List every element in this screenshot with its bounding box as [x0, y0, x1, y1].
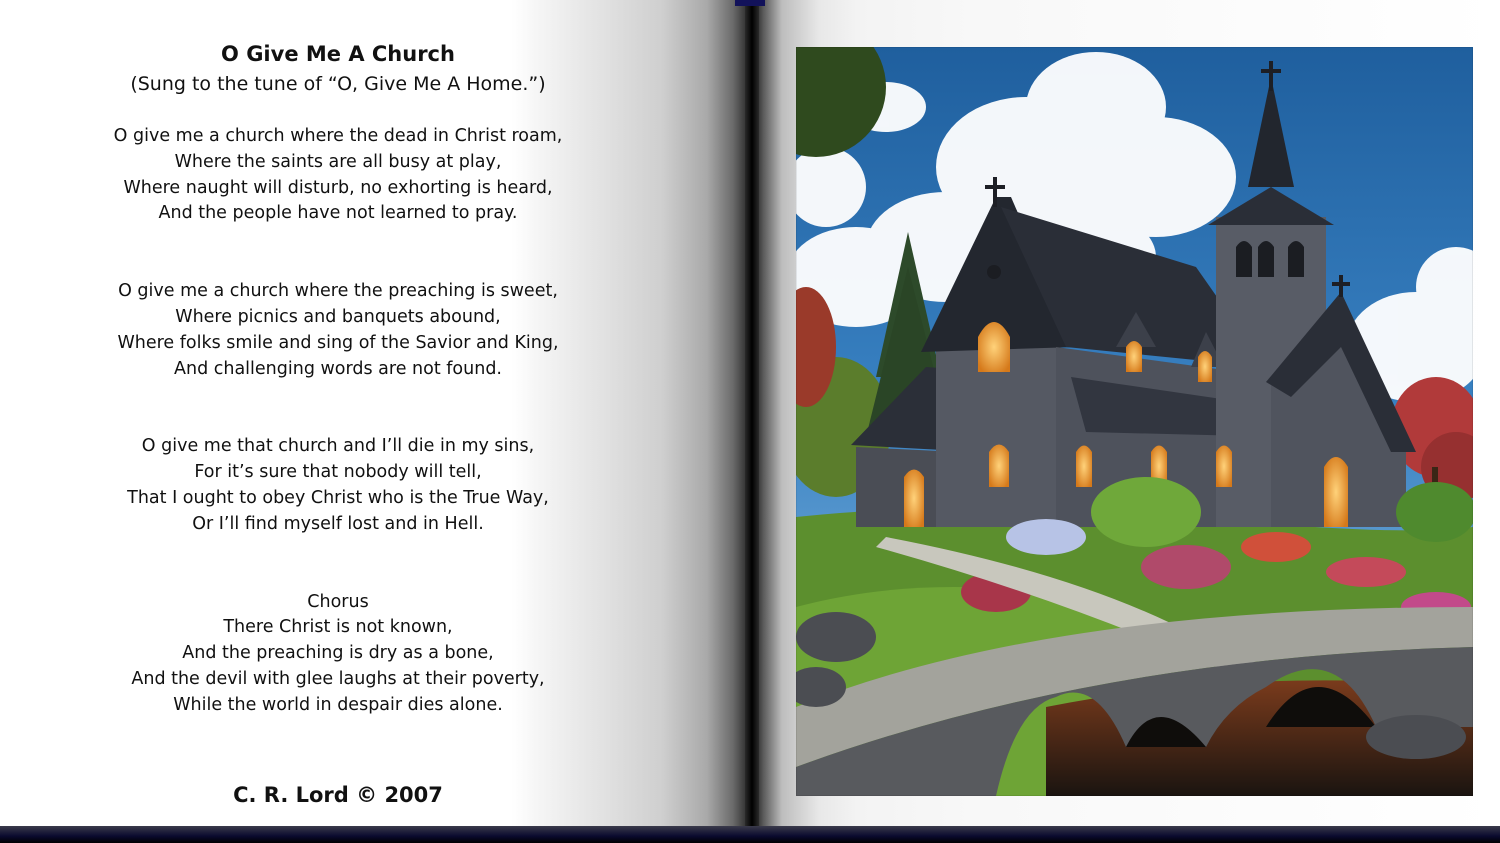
poem-subtitle: (Sung to the tune of “O, Give Me A Home.”)	[130, 73, 546, 95]
poem-line: And challenging words are not found.	[174, 358, 502, 379]
poem-line: There Christ is not known,	[223, 617, 453, 638]
poem-line: And the preaching is dry as a bone,	[182, 643, 494, 664]
poem	[78, 36, 598, 719]
book-spine	[745, 0, 759, 830]
poem-line: While the world in despair dies alone.	[173, 694, 503, 715]
stanza-1	[78, 124, 598, 227]
poem-line: Where naught will disturb, no exhorting is heard,	[123, 177, 553, 198]
poem-line: Where the saints are all busy at play,	[174, 151, 502, 172]
stanza-2	[78, 279, 598, 382]
spine-top-notch	[735, 0, 765, 6]
poem-line: And the devil with glee laughs at their poverty,	[131, 668, 545, 689]
poem-line: Or I’ll find myself lost and in Hell.	[192, 513, 484, 534]
stanza-chorus	[78, 590, 598, 719]
poem-line: For it’s sure that nobody will tell,	[194, 462, 482, 483]
poem-line: O give me a church where the preaching is sweet,	[118, 281, 558, 302]
poem-line: O give me that church and I’ll die in my sins,	[141, 436, 535, 457]
chorus-heading: Chorus	[307, 591, 369, 612]
poem-line: O give me a church where the dead in Christ roam,	[113, 126, 563, 146]
stanza-3	[78, 434, 598, 537]
poem-line: Where folks smile and sing of the Savior and King,	[117, 332, 559, 353]
author-credit: C. R. Lord © 2007	[233, 783, 443, 807]
church-scene	[796, 47, 1473, 796]
book-cover-edge	[0, 826, 1500, 843]
poem-line: Where picnics and banquets abound,	[175, 306, 501, 327]
poem-line: That I ought to obey Christ who is the True Way,	[127, 487, 549, 508]
poem-title: O Give Me A Church	[221, 42, 455, 66]
poem-line: And the people have not learned to pray.	[158, 203, 518, 224]
church-illustration	[796, 47, 1473, 796]
